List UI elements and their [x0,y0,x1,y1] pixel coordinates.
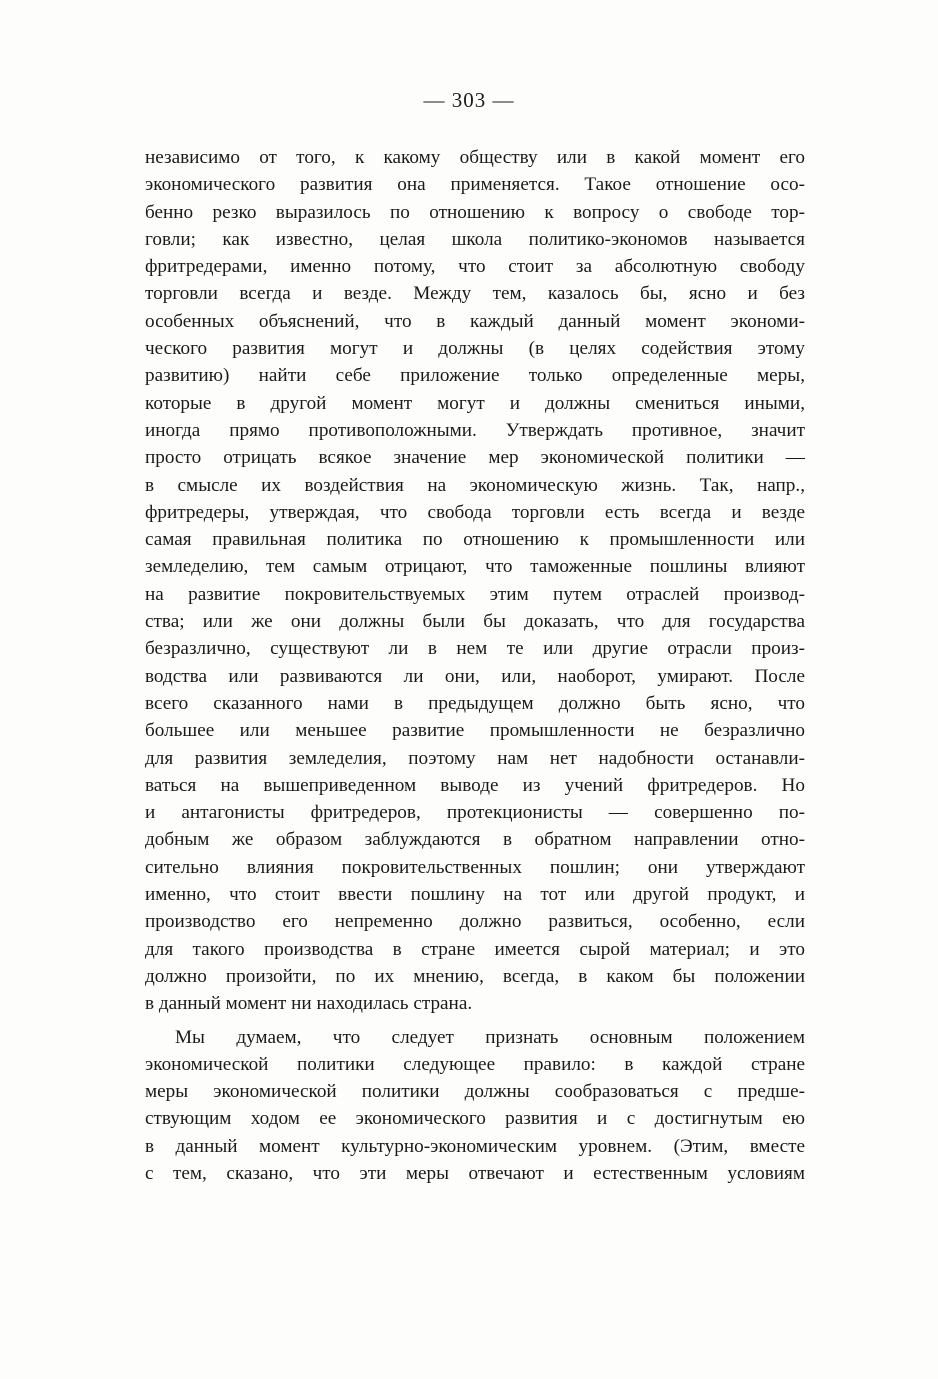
text-line: торговли всегда и везде. Между тем, казалось бы, ясно и без [145,283,805,305]
text-line: безразлично, существуют ли в нем те или другие отрасли произ- [145,638,805,660]
text-line: говли; как известно, целая школа политико-экономов называется [145,228,805,250]
page-number: — 303 — [423,88,515,112]
text-line: именно, что стоит ввести пошлину на тот или другой продукт, и [145,884,805,906]
text-line: бенно резко выразилось по отношению к вопросу о свободе тор- [145,201,805,223]
text-line: производство его непременно должно развиться, особенно, если [145,911,805,933]
text-line: Мы думаем, что следует признать основным положением [175,1026,805,1048]
text-line: фритредеры, утверждая, что свобода торговли есть всегда и везде [145,501,805,523]
text-line: самая правильная политика по отношению к промышленности или [145,529,805,551]
text-line: в смысле их воздействия на экономическую жизнь. Так, напр., [145,474,805,496]
text-line: ства; или же они должны были бы доказать, что для государства [145,611,805,633]
text-line: для развития земледелия, поэтому нам нет надобности останавли- [145,747,805,769]
text-line: фритредерами, именно потому, что стоит за абсолютную свободу [145,256,805,278]
text-line: должно произойти, по их мнению, всегда, в каком бы положении [145,965,805,987]
text-line: с тем, сказано, что эти меры отвечают и естественным условиям [145,1162,805,1184]
text-line: экономической политики следующее правило: в каждой стране [145,1053,805,1075]
text-line: меры экономической политики должны сообразоваться с предше- [145,1081,805,1103]
text-line: для такого производства в стране имеется сырой материал; и это [145,938,805,960]
text-line: особенных объяснений, что в каждый данный момент экономи- [145,310,805,332]
text-line: сительно влияния покровительственных пошлин; они утверждают [145,856,805,878]
text-line: большее или меньшее развитие промышленности не безразлично [145,720,805,742]
text-line: иногда прямо противоположными. Утверждать противное, значит [145,419,805,441]
text-line: ствующим ходом ее экономического развития и с достигнутым ею [145,1108,805,1130]
text-line: добным же образом заблуждаются в обратном направлении отно- [145,829,805,851]
text-line: в данный момент культурно-экономическим уровнем. (Этим, вместе [145,1135,805,1157]
body-text [145,144,805,1187]
paragraph-2 [145,1024,805,1188]
text-line: ческого развития могут и должны (в целях содействия этому [145,338,805,360]
text-line: просто отрицать всякое значение мер экономической политики — [145,447,805,469]
text-line: независимо от того, к какому обществу или в какой момент его [145,147,805,168]
text-line: которые в другой момент могут и должны смениться иными, [145,392,805,414]
text-line: развитию) найти себе приложение только определенные меры, [145,365,805,387]
text-line: водства или развиваются ли они, или, наоборот, умирают. После [145,665,805,687]
text-line: ваться на вышеприведенном выводе из учений фритредеров. Но [145,774,805,796]
text-line: и антагонисты фритредеров, протекционисты — совершенно по- [145,802,805,824]
text-line: в данный момент ни находилась страна. [145,993,473,1015]
text-line: экономического развития она применяется. Такое отношение осо- [145,174,805,196]
text-line: земледелию, тем самым отрицают, что таможенные пошлины влияют [145,556,805,578]
text-line: на развитие покровительствуемых этим путем отраслей производ- [145,583,805,605]
paragraph-1 [145,144,805,1018]
text-line: всего сказанного нами в предыдущем должно быть ясно, что [145,692,805,714]
